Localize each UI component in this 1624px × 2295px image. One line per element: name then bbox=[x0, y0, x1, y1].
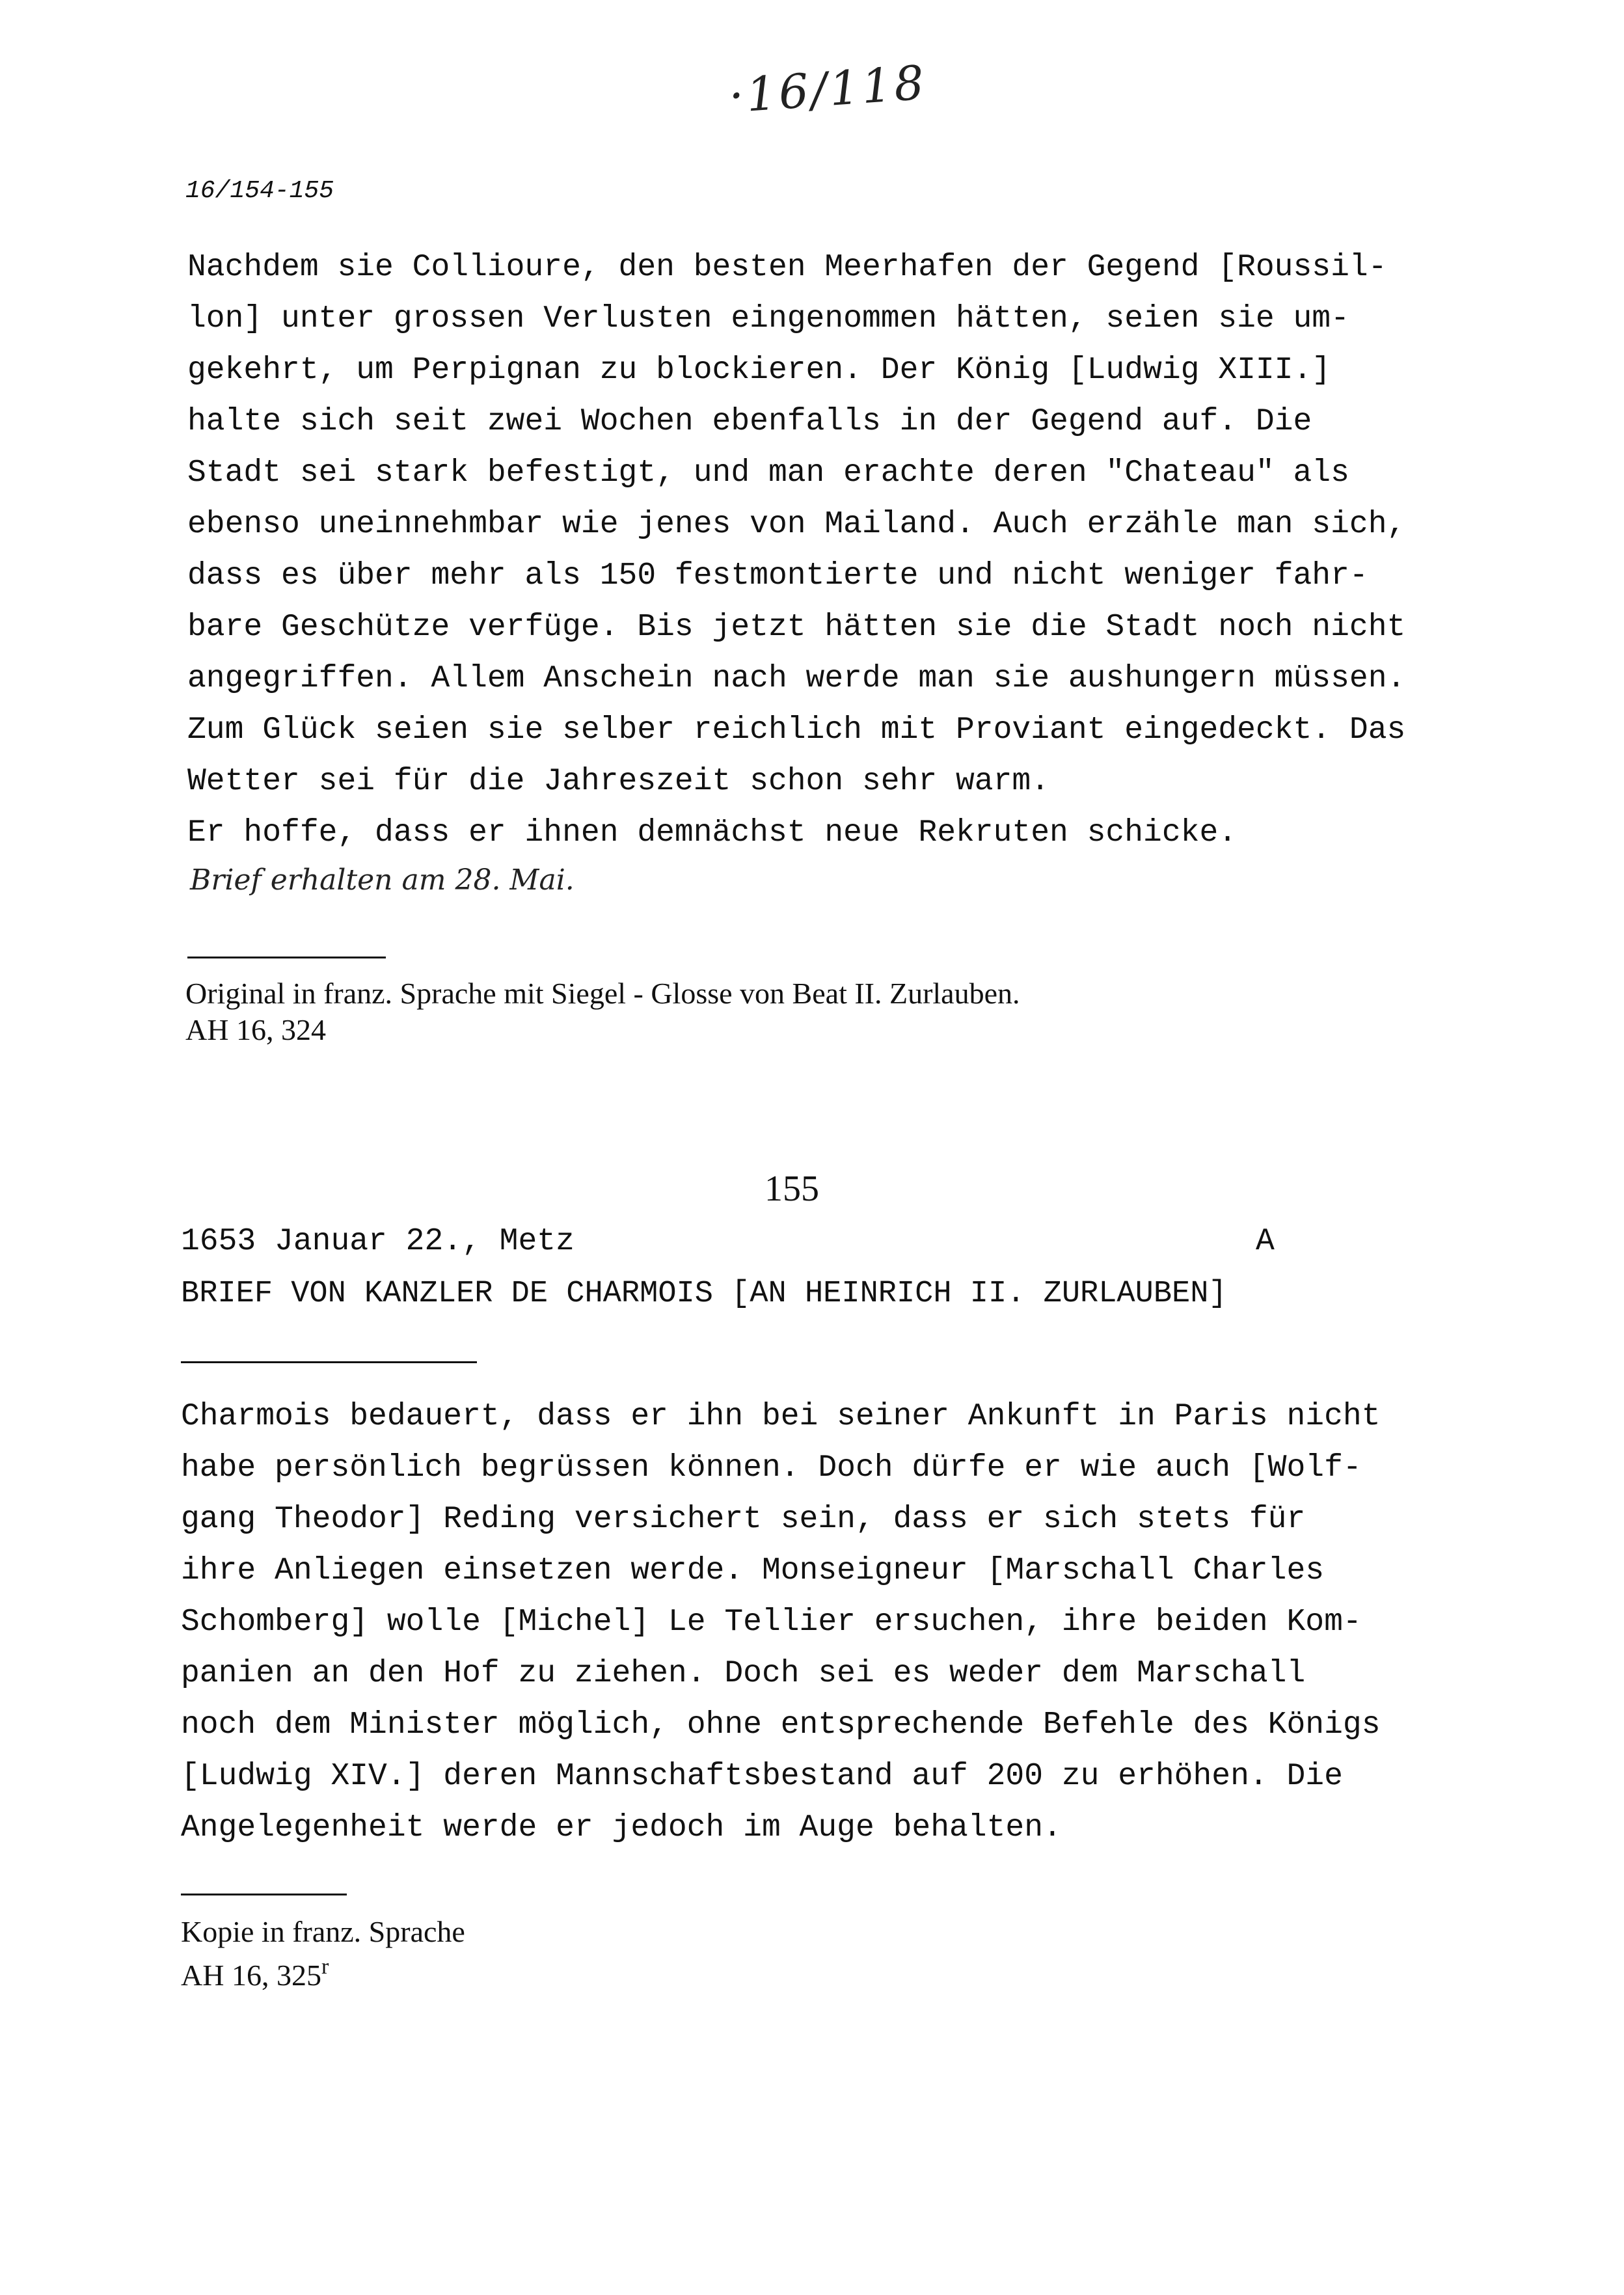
recto-marker: r bbox=[321, 1955, 329, 1979]
body-line: ebenso uneinnehmbar wie jenes von Mailand. Auch erzähle man sich, bbox=[187, 507, 1406, 542]
body-line: gang Theodor] Reding versichert sein, dass er sich stets für bbox=[181, 1502, 1306, 1537]
body-line: Wetter sei für die Jahreszeit schon sehr warm. bbox=[187, 764, 1050, 799]
body-line: halte sich seit zwei Wochen ebenfalls in der Gegend auf. Die bbox=[187, 404, 1312, 439]
body-line: Nachdem sie Collioure, den besten Meerhafen der Gegend [Roussil- bbox=[187, 250, 1387, 285]
archive-signature-text: AH 16, 325 bbox=[181, 1959, 321, 1992]
archive-signature bbox=[181, 1949, 329, 1993]
body-line: Zum Glück seien sie selber reichlich mit Proviant eingedeckt. Das bbox=[187, 713, 1406, 748]
body-line: habe persönlich begrüssen können. Doch dürfe er wie auch [Wolf- bbox=[181, 1450, 1362, 1486]
source-note: Kopie in franz. Sprache bbox=[181, 1915, 465, 1948]
body-line: bare Geschütze verfüge. Bis jetzt hätten sie die Stadt noch nicht bbox=[187, 610, 1406, 645]
body-line: Er hoffe, dass er ihnen demnächst neue Rekruten schicke. bbox=[187, 815, 1238, 850]
body-line: [Ludwig XIV.] deren Mannschaftsbestand auf 200 zu erhöhen. Die bbox=[181, 1759, 1343, 1794]
entry-reference: 16/154-155 bbox=[185, 177, 334, 205]
body-line: Angelegenheit werde er jedoch im Auge behalten. bbox=[181, 1810, 1062, 1845]
body-line: Stadt sei stark befestigt, und man erachte deren "Chateau" als bbox=[187, 455, 1349, 491]
archive-signature: AH 16, 324 bbox=[185, 1013, 326, 1046]
body-line: Schomberg] wolle [Michel] Le Tellier ersuchen, ihre beiden Kom- bbox=[181, 1605, 1362, 1640]
document-flag: A bbox=[1256, 1224, 1275, 1259]
body-line: Charmois bedauert, dass er ihn bei seiner Ankunft in Paris nicht bbox=[181, 1399, 1381, 1434]
handwritten-receipt-note: Brief erhalten am 28. Mai. bbox=[190, 863, 575, 897]
body-line: dass es über mehr als 150 festmontierte und nicht weniger fahr- bbox=[187, 558, 1368, 593]
footnote-divider bbox=[181, 1894, 347, 1895]
document-title: BRIEF VON KANZLER DE CHARMOIS [AN HEINRICH II. ZURLAUBEN] bbox=[181, 1277, 1227, 1311]
body-line: lon] unter grossen Verlusten eingenommen hätten, seien sie um- bbox=[187, 301, 1349, 336]
footnote-divider bbox=[187, 957, 386, 958]
archive-page-number: ·16/118 bbox=[727, 55, 928, 124]
source-note: Original in franz. Sprache mit Siegel - Glosse von Beat II. Zurlauben. bbox=[185, 977, 1020, 1010]
entry-2-body bbox=[181, 1391, 1381, 1854]
document-number: 155 bbox=[765, 1169, 819, 1209]
title-divider bbox=[181, 1361, 477, 1363]
body-line: ihre Anliegen einsetzen werde. Monseigneur [Marschall Charles bbox=[181, 1553, 1325, 1588]
entry-1-body bbox=[187, 242, 1405, 859]
document-date-place: 1653 Januar 22., Metz bbox=[181, 1224, 575, 1259]
body-line: panien an den Hof zu ziehen. Doch sei es weder dem Marschall bbox=[181, 1656, 1306, 1691]
body-line: noch dem Minister möglich, ohne entsprechende Befehle des Königs bbox=[181, 1707, 1381, 1743]
body-line: gekehrt, um Perpignan zu blockieren. Der König [Ludwig XIII.] bbox=[187, 353, 1331, 388]
body-line: angegriffen. Allem Anschein nach werde man sie aushungern müssen. bbox=[187, 661, 1406, 696]
